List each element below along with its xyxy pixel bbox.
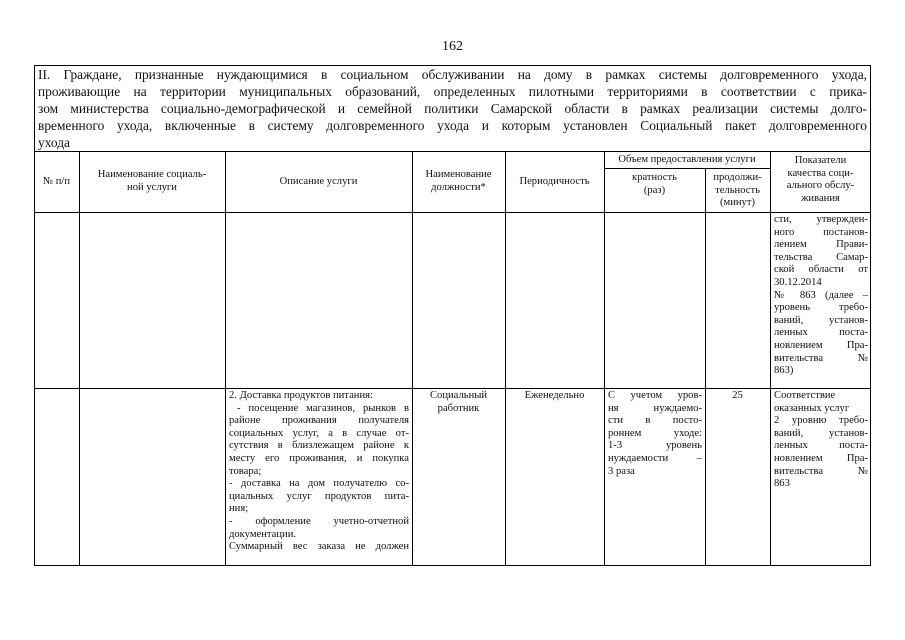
row2-description-line: ния; — [229, 503, 249, 515]
header-service-name — [79, 169, 225, 194]
row2-quality-line: вительства № — [774, 465, 868, 477]
row2-quality-line: ваний, установ- — [774, 427, 868, 439]
row2-position-line: работник — [437, 402, 480, 414]
section-header — [34, 65, 871, 151]
row1-quality-line: ленных поста- — [774, 327, 868, 339]
row2-description-line: - доставка на дом получателю со- — [229, 478, 409, 490]
row2-description-line: Суммарный вес заказа не должен — [229, 541, 409, 553]
row2-description-line: социальных услуг, а в случае от- — [229, 427, 409, 439]
row2-quality-line: Соответствие — [774, 390, 836, 401]
row2-quality — [774, 390, 868, 491]
header-duration-line: продолжи- — [713, 172, 762, 183]
row1-quality-line: сти, утвержден- — [774, 214, 868, 225]
header-frequency-line: кратность — [632, 172, 677, 183]
row2-frequency-line: 1-3 уровень — [608, 440, 702, 452]
row1-quality-line: тельства Самар- — [774, 251, 868, 263]
header-position — [412, 169, 505, 194]
row2-description-line: районе проживания получателя — [229, 415, 409, 427]
row2-frequency-line: 3 раза — [608, 465, 635, 477]
row2-quality-line: 863 — [774, 478, 790, 490]
row2-quality-line: 2 уровню требо- — [774, 415, 868, 427]
header-quality-line: Показатели — [794, 155, 847, 166]
section-header-line: зом министерства социально-демографической и семейной политики Самарской области в рамках реализации системы долго- — [38, 101, 867, 116]
header-position-line: должности* — [431, 181, 486, 193]
header-duration-line: (минут) — [719, 197, 756, 209]
table-grid-lines — [34, 151, 871, 566]
row2-position — [412, 390, 505, 415]
row2-quality-line: оказанных услуг — [774, 402, 850, 414]
row2-description-line: циальных услуг продуктов пита- — [229, 490, 409, 502]
header-duration — [705, 172, 770, 210]
header-service-name-line: Наименование социаль- — [97, 169, 207, 180]
section-header-line: проживающие на территории муниципальных образований, определенных пилотными территориями в соответствии с прика- — [38, 84, 867, 99]
row2-description-line: - посещение магазинов, рынков в — [229, 402, 409, 414]
header-frequency-line: (раз) — [643, 184, 666, 196]
row2-frequency-line: роннем уходе: — [608, 427, 702, 439]
row2-quality-line: ленных поста- — [774, 440, 868, 452]
section-header-line: ухода — [38, 135, 70, 150]
row2-duration: 25 — [732, 390, 743, 401]
header-quality-line: ального обслу- — [786, 180, 855, 192]
row2-description-line: товара; — [229, 465, 262, 477]
row1-quality-line: № 863 (далее – — [774, 289, 868, 301]
services-table — [34, 151, 871, 566]
header-position-line: Наименование — [425, 169, 492, 180]
row1-quality-line: лением Прави- — [774, 239, 868, 251]
row2-description-line: - оформление учетно-отчетной — [229, 515, 409, 527]
header-description: Описание услуги — [279, 176, 358, 187]
row1-quality — [774, 214, 868, 378]
header-periodicity: Периодичность — [519, 176, 590, 187]
row2-description-line: 2. Доставка продуктов питания: — [229, 390, 373, 401]
page-number: 162 — [442, 39, 463, 54]
row2-description-line: месту его проживания, и покупка — [229, 452, 409, 464]
row2-description-line: документации. — [229, 528, 297, 540]
table-border — [35, 152, 871, 566]
row2-quality-line: новлением Пра- — [774, 452, 868, 464]
row2-frequency — [608, 390, 702, 478]
row2-frequency-line: сти в посто- — [608, 415, 702, 427]
header-service-name-line: ной услуги — [127, 181, 177, 193]
header-number: № п/п — [42, 176, 71, 187]
row1-quality-line: новлением Пра- — [774, 339, 868, 351]
header-quality — [770, 155, 871, 205]
row2-frequency-line: С учетом уров- — [608, 390, 702, 401]
row1-quality-line: ного постанов- — [774, 226, 868, 238]
header-quality-line: качества соци- — [787, 167, 854, 179]
row1-quality-line: ской области от — [774, 264, 868, 276]
header-quality-line: живания — [801, 192, 840, 204]
row2-frequency-line: ня нуждаемо- — [608, 402, 702, 414]
header-frequency — [604, 172, 705, 197]
header-volume: Объем предоставления услуги — [618, 154, 756, 165]
section-header-line: временного ухода, включенные в систему долговременного ухода и которым установлен Социальный пакет долговременного — [38, 118, 867, 133]
row1-quality-line: ваний, установ- — [774, 314, 868, 326]
section-header-line: II. Граждане, признанные нуждающимися в социальном обслуживании на дому в рамках системы долговременного ухода, — [38, 67, 867, 82]
row1-quality-line: уровень требо- — [774, 302, 868, 314]
row2-description — [229, 390, 409, 554]
row1-quality-line: 30.12.2014 — [774, 276, 822, 288]
row2-periodicity: Еженедельно — [524, 390, 585, 401]
row2-position-line: Социальный — [429, 390, 488, 401]
row2-frequency-line: нуждаемости – — [608, 452, 702, 464]
row1-quality-line: 863) — [774, 365, 794, 377]
row2-description-line: сутствия в близлежащем районе к — [229, 440, 409, 452]
header-duration-line: тельность — [715, 184, 760, 196]
row1-quality-line: вительства № — [774, 352, 868, 364]
